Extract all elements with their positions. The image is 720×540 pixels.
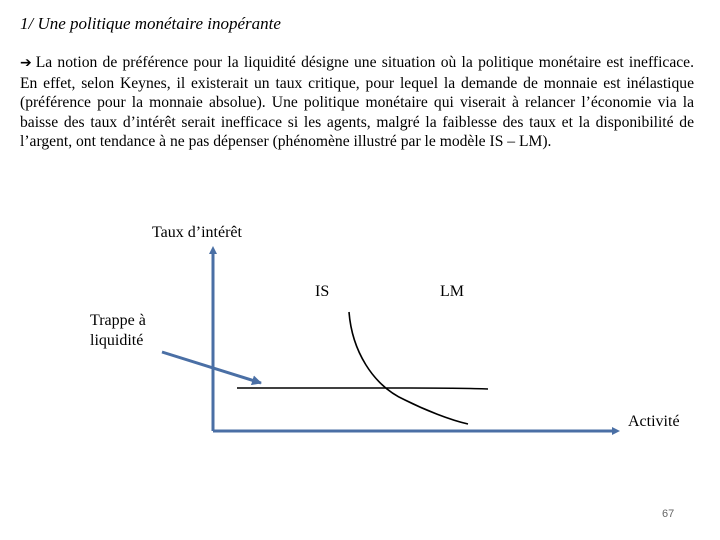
lm-curve-label: LM xyxy=(440,283,464,300)
right-arrow-icon: ➔ xyxy=(20,55,32,71)
page-number: 67 xyxy=(662,508,675,520)
x-axis-label: Activité xyxy=(628,413,680,430)
paragraph-text: La notion de préférence pour la liquidité désigne une situation où la politique monétaire est inefficace. En effet, selon Keynes, il existerait un taux critique, pour lequel la demande de monnaie est inélastique (préférence pour la monnaie absolue). Une politique monétaire qui viserait à relancer l’économie via la baisse des taux d’intérêt serait inefficace si les agents, malgré la faiblesse des taux et la disponibilité de l’argent, ont tendance à ne pas dépenser (phénomène illustré par le modèle IS – LM). xyxy=(20,54,694,151)
annotation-line-2: liquidité xyxy=(90,332,144,349)
annotation-line-1: Trappe à xyxy=(90,312,146,329)
is-curve xyxy=(349,312,468,424)
slide-title: 1/ Une politique monétaire inopérante xyxy=(20,14,281,33)
y-axis-label: Taux d’intérêt xyxy=(152,224,242,241)
lm-curve xyxy=(237,388,488,389)
is-curve-label: IS xyxy=(315,283,330,300)
